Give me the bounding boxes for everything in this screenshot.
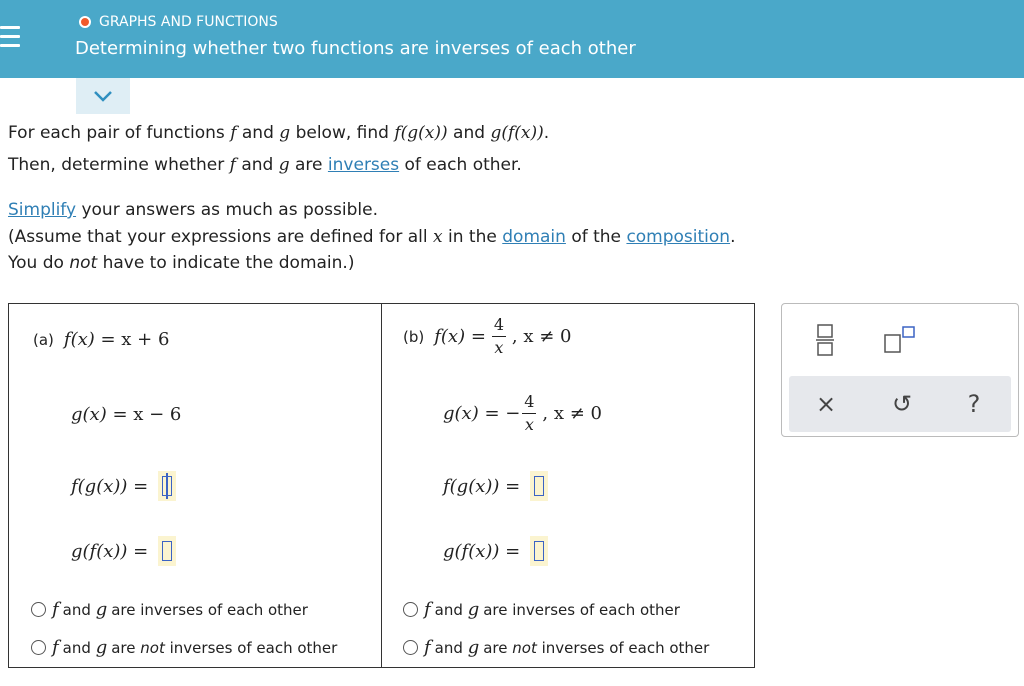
fraction-template-icon <box>815 323 835 357</box>
part-b-fg-answer-input[interactable] <box>530 471 548 501</box>
topic-status-icon <box>79 16 91 28</box>
text: are <box>111 638 136 657</box>
math: , x ≠ 0 <box>511 326 572 347</box>
header-bar <box>0 0 1024 78</box>
help-button[interactable] <box>959 388 989 420</box>
math: = <box>505 540 521 562</box>
part-b-gf-answer-input[interactable] <box>530 536 548 566</box>
part-a-choice-inverses[interactable] <box>31 599 308 620</box>
math: g(x) <box>443 403 479 424</box>
text: and <box>453 123 486 143</box>
math: = <box>505 475 521 497</box>
text: of the <box>571 227 622 247</box>
math: f <box>424 599 431 620</box>
part-b-label: (b) <box>403 327 425 346</box>
exponent-template-icon <box>882 325 918 355</box>
part-b-gf-row <box>443 536 548 566</box>
expand-toggle-button[interactable] <box>76 78 130 114</box>
math: f <box>52 599 59 620</box>
fraction-template-button[interactable] <box>810 320 840 360</box>
undo-icon: ↺ <box>891 390 913 418</box>
math: = <box>470 326 486 347</box>
text-emphasis: not <box>140 638 165 657</box>
var-x: x <box>433 227 443 247</box>
text: and <box>241 123 274 143</box>
domain-link[interactable]: domain <box>502 227 566 247</box>
var-g: g <box>279 123 291 143</box>
numerator: 4 <box>524 392 535 411</box>
math: g(x) <box>71 404 107 425</box>
math: , x ≠ 0 <box>542 403 602 424</box>
text: (Assume that your expressions are defined for all <box>8 227 428 247</box>
inverses-link[interactable]: inverses <box>327 155 400 175</box>
text: and <box>62 600 91 619</box>
math: f(g(x)) <box>443 475 500 497</box>
part-a-label: (a) <box>33 330 54 349</box>
part-b-choice-inverses[interactable] <box>403 599 680 620</box>
denominator: x <box>494 338 504 357</box>
radio-button[interactable] <box>31 640 46 655</box>
math: = x − 6 <box>112 404 182 425</box>
instruction-line-1 <box>8 121 549 145</box>
part-a-choice-not-inverses[interactable] <box>31 637 337 658</box>
problem-box <box>8 303 755 668</box>
fraction <box>522 393 536 434</box>
part-a-fg-answer-input[interactable] <box>158 471 176 501</box>
math: = <box>484 403 500 424</box>
text: are inverses of each other <box>111 600 308 619</box>
math: f(g(x)) <box>71 475 128 497</box>
math: g <box>95 599 108 620</box>
part-a-fg-row <box>71 471 176 501</box>
text: have to indicate the domain.) <box>102 253 355 273</box>
var-f: f <box>229 155 236 175</box>
math: = <box>133 475 149 497</box>
fraction <box>492 316 506 357</box>
math: f(x) <box>63 329 95 350</box>
text: of each other. <box>404 155 522 175</box>
page-title: Determining whether two functions are inverses of each other <box>75 38 636 59</box>
column-divider <box>381 304 382 667</box>
text: Then, determine whether <box>8 155 230 175</box>
topic-label: GRAPHS AND FUNCTIONS <box>99 14 278 30</box>
instruction-line-2 <box>8 153 522 177</box>
expr-fgx: f(g(x)) <box>394 123 448 143</box>
var-g: g <box>278 155 290 175</box>
var-f: f <box>230 123 237 143</box>
text: your answers as much as possible. <box>81 200 378 220</box>
math: − <box>505 403 521 424</box>
instruction-line-4 <box>8 225 736 249</box>
expr-gfx: g(f(x)) <box>490 123 544 143</box>
help-icon: ? <box>967 390 981 418</box>
math: g <box>467 637 480 658</box>
text: inverses of each other <box>169 638 338 657</box>
text: For each pair of functions <box>8 123 231 143</box>
exponent-template-button[interactable] <box>880 320 920 360</box>
numerator: 4 <box>493 315 505 334</box>
part-a-gf-answer-input[interactable] <box>158 536 176 566</box>
part-a-gf-row <box>71 536 176 566</box>
part-b-f-definition <box>403 316 572 357</box>
text: inverses of each other <box>541 638 710 657</box>
math: f(x) <box>434 326 466 347</box>
part-b-g-definition <box>443 393 602 434</box>
radio-button[interactable] <box>403 640 418 655</box>
radio-button[interactable] <box>403 602 418 617</box>
math: f <box>52 637 59 658</box>
fraction-bar <box>492 336 506 337</box>
instruction-line-5 <box>8 251 354 275</box>
text: and <box>434 638 463 657</box>
denominator: x <box>524 415 534 434</box>
instruction-line-3 <box>8 198 378 222</box>
part-a-g-definition <box>71 404 181 425</box>
part-a-f-definition <box>33 329 169 350</box>
fraction-bar <box>522 413 536 414</box>
text-emphasis: not <box>69 253 98 273</box>
math-toolbox <box>781 303 1019 437</box>
text-emphasis: not <box>512 638 537 657</box>
undo-button[interactable] <box>887 388 917 420</box>
clear-button[interactable] <box>811 388 841 420</box>
math: f <box>424 637 431 658</box>
text: in the <box>448 227 497 247</box>
math: = <box>133 540 149 562</box>
text: and <box>241 155 274 175</box>
toolbox-action-row <box>789 376 1011 432</box>
text: are <box>295 155 323 175</box>
chevron-down-icon <box>93 90 113 102</box>
close-icon: × <box>815 390 837 418</box>
text: below, find <box>295 123 395 143</box>
composition-link[interactable]: composition <box>626 227 731 247</box>
text: . <box>543 123 550 143</box>
part-b-choice-not-inverses[interactable] <box>403 637 709 658</box>
text: and <box>62 638 91 657</box>
radio-button[interactable] <box>31 602 46 617</box>
part-b-fg-row <box>443 471 548 501</box>
math: g <box>467 599 480 620</box>
text: You do <box>8 253 64 273</box>
math: g(f(x)) <box>443 540 500 562</box>
menu-icon[interactable] <box>0 26 22 54</box>
text: are <box>483 638 508 657</box>
math: g(f(x)) <box>71 540 128 562</box>
simplify-link[interactable]: Simplify <box>8 200 77 220</box>
text: are inverses of each other <box>483 600 680 619</box>
text: and <box>434 600 463 619</box>
math: = x + 6 <box>100 329 170 350</box>
text: . <box>730 227 736 247</box>
math: g <box>95 637 108 658</box>
